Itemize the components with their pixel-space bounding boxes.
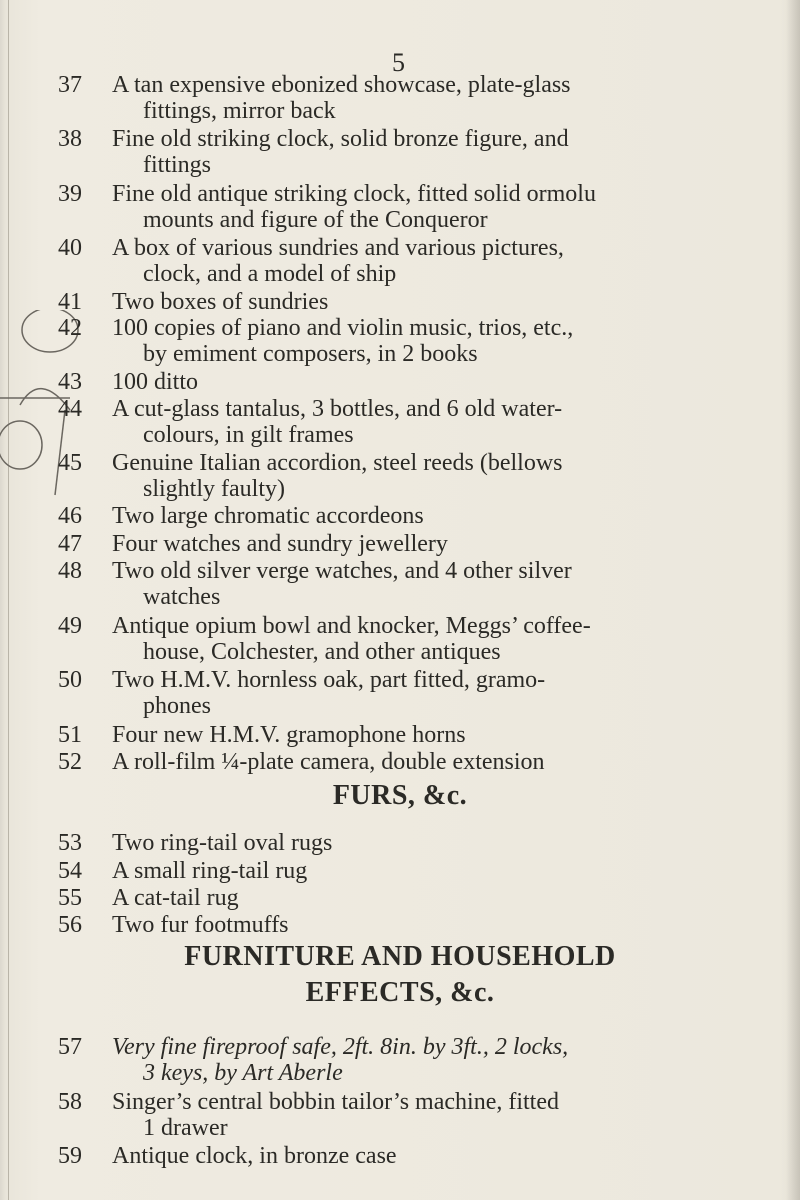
binding-edge	[8, 0, 9, 1200]
description-line: A roll-film ¼-plate camera, double extension	[112, 749, 545, 775]
page-edge-shadow	[786, 0, 800, 1200]
lot-description	[112, 1143, 672, 1169]
pencil-circle-2	[0, 421, 42, 469]
lot-description	[112, 885, 672, 911]
description-continuation: mounts and figure of the Conqueror	[143, 207, 488, 233]
lot-number: 52	[58, 749, 82, 775]
description-continuation: slightly faulty)	[143, 476, 285, 502]
description-continuation: colours, in gilt frames	[143, 422, 354, 448]
lot-description	[112, 503, 672, 529]
description-continuation: watches	[143, 584, 221, 610]
lot-number: 38	[58, 126, 82, 152]
description-continuation: clock, and a model of ship	[143, 261, 397, 287]
lot-number: 45	[58, 450, 82, 476]
lot-number: 46	[58, 503, 82, 529]
description-line: Two large chromatic accordeons	[112, 503, 424, 529]
description-line: Two ring-tail oval rugs	[112, 830, 333, 856]
description-line: Singer’s central bobbin tailor’s machine, fitted	[112, 1089, 559, 1115]
lot-number: 42	[58, 315, 82, 341]
lot-number: 53	[58, 830, 82, 856]
lot-number: 56	[58, 912, 82, 938]
description-continuation: by emiment composers, in 2 books	[143, 341, 478, 367]
description-line: Two H.M.V. hornless oak, part fitted, gramo-	[112, 667, 546, 693]
description-continuation: fittings, mirror back	[143, 98, 336, 124]
description-line: A cut-glass tantalus, 3 bottles, and 6 old water-	[112, 396, 563, 422]
lot-number: 51	[58, 722, 82, 748]
lot-number: 54	[58, 858, 82, 884]
description-line: Genuine Italian accordion, steel reeds (bellows	[112, 450, 563, 476]
lot-description	[112, 181, 672, 233]
lot-description	[112, 1034, 672, 1086]
page-number: 5	[392, 48, 405, 77]
lot-description	[112, 289, 672, 315]
lot-number: 41	[58, 289, 82, 315]
lot-description	[112, 531, 672, 557]
lot-description	[112, 315, 672, 367]
lot-description	[112, 1089, 672, 1141]
lot-description	[112, 396, 672, 448]
lot-number: 37	[58, 72, 82, 98]
description-line: A cat-tail rug	[112, 885, 239, 911]
lot-number: 43	[58, 369, 82, 395]
description-line: Antique clock, in bronze case	[112, 1143, 397, 1169]
heading-furniture-line1: FURNITURE AND HOUSEHOLD	[184, 941, 616, 972]
lot-number: 47	[58, 531, 82, 557]
lot-description	[112, 830, 672, 856]
description-line: Fine old antique striking clock, fitted solid ormolu	[112, 181, 596, 207]
lot-description	[112, 912, 672, 938]
lot-number: 48	[58, 558, 82, 584]
lot-description	[112, 126, 672, 178]
lot-number: 49	[58, 613, 82, 639]
description-line: 100 ditto	[112, 369, 199, 395]
description-line: Very fine fireproof safe, 2ft. 8in. by 3ft., 2 locks,	[112, 1034, 569, 1060]
lot-description	[112, 235, 672, 287]
lot-description	[112, 558, 672, 610]
description-line: A tan expensive ebonized showcase, plate-glass	[112, 72, 571, 98]
heading-furs: FURS, &c.	[332, 780, 468, 811]
lot-number: 58	[58, 1089, 82, 1115]
lot-number: 57	[58, 1034, 82, 1060]
lot-number: 40	[58, 235, 82, 261]
lot-description	[112, 749, 672, 775]
lot-description	[112, 858, 672, 884]
description-continuation: fittings	[143, 152, 212, 178]
description-continuation: house, Colchester, and other antiques	[143, 639, 501, 665]
description-continuation: phones	[143, 693, 211, 719]
description-continuation: 3 keys, by Art Aberle	[143, 1060, 343, 1086]
lot-description	[112, 722, 672, 748]
lot-description	[112, 667, 672, 719]
lot-number: 39	[58, 181, 82, 207]
description-line: 100 copies of piano and violin music, trios, etc.,	[112, 315, 574, 341]
description-line: Two fur footmuffs	[112, 912, 289, 938]
heading-furniture-line2: EFFECTS, &c.	[305, 977, 495, 1008]
description-line: Two boxes of sundries	[112, 289, 329, 315]
lot-number: 59	[58, 1143, 82, 1169]
lot-number: 55	[58, 885, 82, 911]
description-line: Four watches and sundry jewellery	[112, 531, 448, 557]
lot-description	[112, 72, 672, 124]
description-line: A box of various sundries and various pictures,	[112, 235, 564, 261]
description-line: A small ring-tail rug	[112, 858, 308, 884]
description-line: Four new H.M.V. gramophone horns	[112, 722, 466, 748]
lot-description	[112, 450, 672, 502]
description-continuation: 1 drawer	[143, 1115, 228, 1141]
description-line: Antique opium bowl and knocker, Meggs’ coffee-	[112, 613, 591, 639]
lot-number: 44	[58, 396, 82, 422]
lot-description	[112, 613, 672, 665]
lot-number: 50	[58, 667, 82, 693]
description-line: Fine old striking clock, solid bronze figure, and	[112, 126, 569, 152]
description-line: Two old silver verge watches, and 4 other silver	[112, 558, 572, 584]
lot-description	[112, 369, 672, 395]
